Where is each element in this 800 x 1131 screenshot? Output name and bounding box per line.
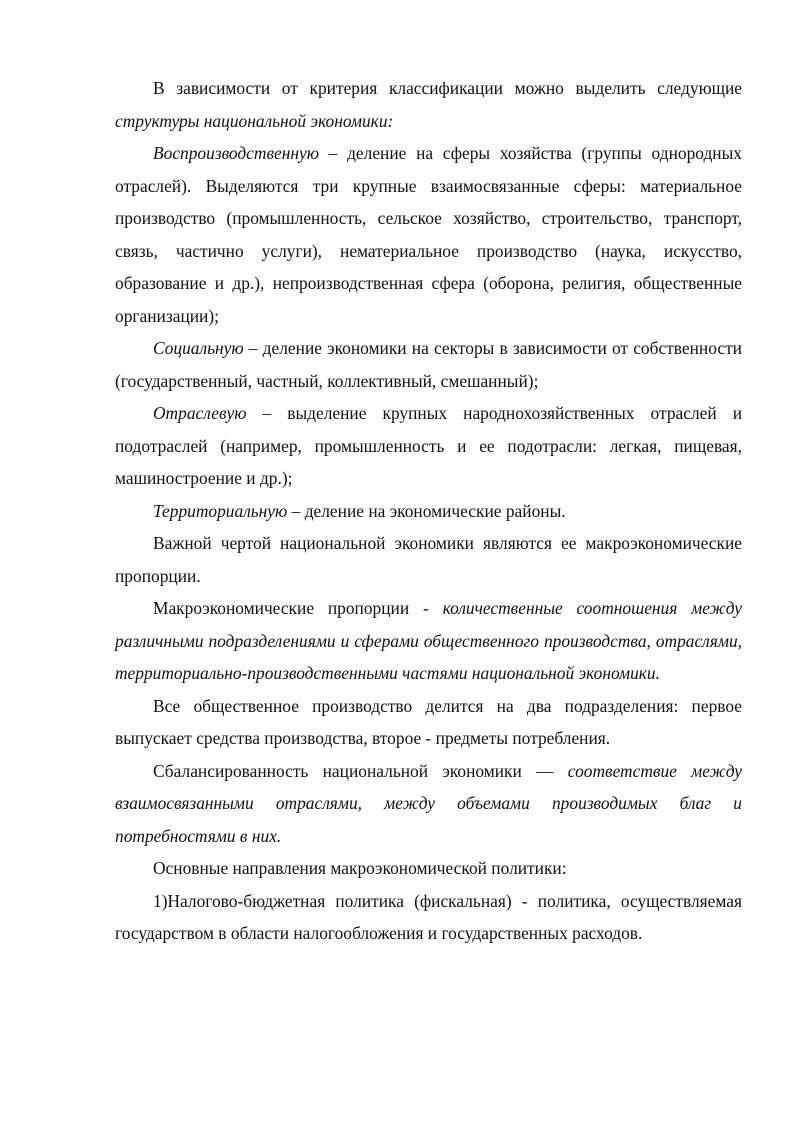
paragraph-fiscal-policy bbox=[115, 885, 742, 950]
sectoral-term: Отраслевую bbox=[153, 403, 247, 423]
paragraph-reproductive bbox=[115, 137, 742, 332]
paragraph-balance bbox=[115, 755, 742, 853]
paragraph-territorial bbox=[115, 495, 742, 528]
intro-emphasis: структуры национальной экономики: bbox=[115, 110, 394, 131]
paragraph-sectoral bbox=[115, 397, 742, 495]
social-term: Социальную bbox=[153, 338, 244, 358]
paragraph-intro bbox=[115, 72, 742, 137]
important-feature-text: Важной чертой национальной экономики являются ее макроэкономические пропорции. bbox=[115, 533, 742, 586]
territorial-term: Территориальную bbox=[153, 500, 288, 521]
territorial-definition: – деление на экономические районы. bbox=[287, 500, 566, 521]
document-page bbox=[115, 72, 742, 950]
intro-text: В зависимости от критерия классификации можно выделить следующие bbox=[153, 78, 742, 98]
social-definition: – деление экономики на секторы в зависимости от собственности (государственный, частный, коллективный, смешанный); bbox=[115, 338, 742, 391]
sectoral-definition: – выделение крупных народнохозяйственных отраслей и подотраслей (например, промышленность и ее подотрасли: легкая, пищевая, машиностроение и др.); bbox=[115, 403, 742, 488]
two-divisions-text: Все общественное производство делится на два подразделения: первое выпускает средства производства, второе - предметы потребления. bbox=[115, 695, 742, 748]
policy-directions-text: Основные направления макроэкономической политики: bbox=[153, 858, 567, 878]
paragraph-important-feature bbox=[115, 527, 742, 592]
reproductive-definition: – деление на сферы хозяйства (группы однородных отраслей). Выделяются три крупные взаимосвязанные сферы: материальное производство (промышленность, сельское хозяйство, строительство, транспорт, связь, частично услуги), нематериальное производство (наука, искусство, образование и др.), непроизводственная сфера (оборона, религия, общественные организации); bbox=[115, 143, 742, 326]
macro-proportions-term: Макроэкономические пропорции - bbox=[153, 598, 443, 618]
macro-proportions-definition: количественные соотношения между различными подразделениями и сферами общественного производства, отраслями, территориально-производственными частями национальной экономики. bbox=[115, 598, 743, 683]
balance-definition: соответствие между взаимосвязанными отраслями, между объемами производимых благ и потребностями в них. bbox=[115, 760, 742, 846]
paragraph-two-divisions bbox=[115, 690, 742, 755]
paragraph-macro-proportions bbox=[115, 592, 742, 690]
fiscal-policy-text: 1)Налогово-бюджетная политика (фискальная) - политика, осуществляемая государством в области налогообложения и государственных расходов. bbox=[115, 890, 742, 943]
paragraph-social bbox=[115, 332, 742, 397]
paragraph-policy-directions bbox=[115, 852, 742, 885]
reproductive-term: Воспроизводственную bbox=[153, 143, 319, 163]
balance-term: Сбалансированность национальной экономики — bbox=[153, 760, 568, 781]
